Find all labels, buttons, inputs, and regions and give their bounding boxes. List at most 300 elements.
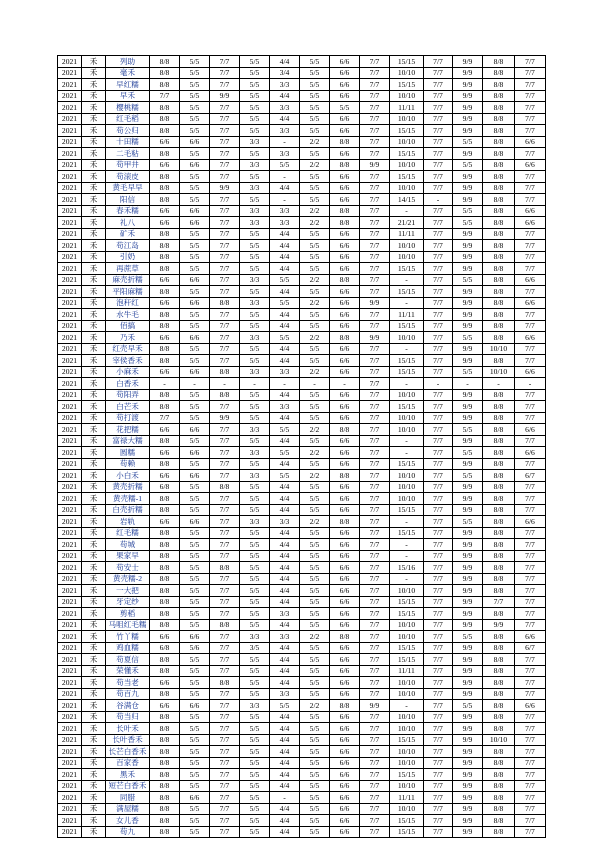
- marker-cell: 7/7: [210, 217, 240, 229]
- marker-cell: 8/8: [330, 136, 360, 148]
- marker-cell: 4/4: [270, 677, 300, 689]
- marker-cell: 5/5: [180, 711, 210, 723]
- marker-cell: 7/7: [515, 67, 546, 79]
- marker-cell: 5/5: [300, 263, 330, 275]
- variety-name-cell: 一大把: [106, 585, 150, 597]
- marker-cell: 7/7: [424, 136, 453, 148]
- marker-cell: 7/7: [360, 619, 390, 631]
- marker-cell: 7/7: [210, 608, 240, 620]
- marker-cell: 4/4: [270, 780, 300, 792]
- marker-cell: 7/7: [210, 447, 240, 459]
- marker-cell: 10/10: [390, 585, 424, 597]
- marker-cell: 4/4: [270, 596, 300, 608]
- marker-cell: 5/5: [270, 274, 300, 286]
- marker-cell: 6/6: [515, 159, 546, 171]
- table-row: [58, 79, 546, 91]
- marker-cell: 8/8: [150, 746, 180, 758]
- marker-cell: 6/6: [150, 274, 180, 286]
- marker-cell: 5/5: [180, 90, 210, 102]
- variety-name-cell: 苟公归: [106, 125, 150, 137]
- marker-cell: 7/7: [424, 550, 453, 562]
- marker-cell: 7/7: [360, 228, 390, 240]
- marker-cell: 3/3: [240, 447, 270, 459]
- variety-name-cell: 苟夏信: [106, 654, 150, 666]
- marker-cell: 8/8: [210, 389, 240, 401]
- marker-cell: 7/7: [210, 803, 240, 815]
- marker-cell: 3/3: [270, 516, 300, 528]
- marker-cell: 7/7: [360, 251, 390, 263]
- marker-cell: 7/7: [424, 826, 453, 838]
- marker-cell: 5/5: [180, 757, 210, 769]
- year-cell: 2021: [58, 355, 82, 367]
- marker-cell: 7/7: [360, 792, 390, 804]
- marker-cell: 6/6: [330, 654, 360, 666]
- marker-cell: 8/8: [483, 355, 515, 367]
- marker-cell: 5/5: [180, 677, 210, 689]
- marker-cell: 7/7: [210, 205, 240, 217]
- marker-cell: 7/7: [424, 424, 453, 436]
- year-cell: 2021: [58, 677, 82, 689]
- marker-cell: 8/8: [483, 826, 515, 838]
- marker-cell: 8/8: [330, 332, 360, 344]
- marker-cell: 6/6: [330, 769, 360, 781]
- marker-cell: 7/7: [424, 711, 453, 723]
- marker-cell: 15/15: [390, 654, 424, 666]
- marker-cell: 8/8: [150, 493, 180, 505]
- variety-name-cell: 二毛粘: [106, 148, 150, 160]
- crop-cell: 禾: [82, 274, 106, 286]
- table-row: [58, 332, 546, 344]
- marker-cell: 9/9: [453, 309, 483, 321]
- marker-cell: 6/7: [515, 642, 546, 654]
- marker-cell: 3/3: [270, 205, 300, 217]
- crop-cell: 禾: [82, 309, 106, 321]
- marker-cell: 5/5: [300, 550, 330, 562]
- marker-cell: 7/7: [210, 332, 240, 344]
- marker-cell: 6/6: [515, 217, 546, 229]
- marker-cell: 6/6: [150, 424, 180, 436]
- marker-cell: 7/7: [210, 688, 240, 700]
- table-row: [58, 182, 546, 194]
- year-cell: 2021: [58, 90, 82, 102]
- marker-cell: 7/7: [210, 435, 240, 447]
- crop-cell: 禾: [82, 677, 106, 689]
- marker-cell: 7/7: [360, 458, 390, 470]
- variety-name-cell: 苟赖: [106, 458, 150, 470]
- marker-cell: 5/5: [240, 688, 270, 700]
- marker-cell: 6/6: [150, 700, 180, 712]
- variety-name-cell: 十田糯: [106, 136, 150, 148]
- marker-cell: 7/7: [424, 366, 453, 378]
- marker-cell: 8/8: [483, 642, 515, 654]
- marker-cell: 5/5: [300, 815, 330, 827]
- crop-cell: 禾: [82, 205, 106, 217]
- marker-cell: 4/4: [270, 815, 300, 827]
- marker-cell: 5/5: [180, 320, 210, 332]
- marker-cell: 6/6: [330, 79, 360, 91]
- table-row: [58, 217, 546, 229]
- marker-cell: 7/7: [210, 228, 240, 240]
- crop-cell: 禾: [82, 378, 106, 390]
- marker-cell: 6/6: [330, 608, 360, 620]
- crop-cell: 禾: [82, 401, 106, 413]
- marker-cell: 15/15: [390, 320, 424, 332]
- marker-cell: 9/9: [453, 527, 483, 539]
- marker-cell: 7/7: [210, 309, 240, 321]
- marker-cell: 7/7: [360, 585, 390, 597]
- marker-cell: 8/8: [483, 711, 515, 723]
- marker-cell: 5/5: [240, 608, 270, 620]
- marker-cell: 7/7: [515, 539, 546, 551]
- marker-cell: 9/9: [453, 815, 483, 827]
- marker-cell: 5/5: [453, 274, 483, 286]
- marker-cell: 7/7: [515, 228, 546, 240]
- marker-cell: 7/7: [210, 136, 240, 148]
- marker-cell: 2/2: [300, 424, 330, 436]
- marker-cell: 8/8: [330, 631, 360, 643]
- marker-cell: 7/7: [424, 769, 453, 781]
- marker-cell: 9/9: [210, 90, 240, 102]
- marker-cell: 8/8: [483, 654, 515, 666]
- marker-cell: 7/7: [515, 688, 546, 700]
- variety-name-cell: 苟滚皮: [106, 171, 150, 183]
- marker-cell: 7/7: [483, 596, 515, 608]
- crop-cell: 禾: [82, 654, 106, 666]
- marker-cell: 8/8: [150, 286, 180, 298]
- marker-cell: 6/6: [180, 366, 210, 378]
- marker-cell: 5/5: [240, 251, 270, 263]
- marker-cell: 5/5: [270, 447, 300, 459]
- marker-cell: 4/4: [270, 539, 300, 551]
- variety-name-cell: 苟安士: [106, 562, 150, 574]
- marker-cell: 7/7: [515, 815, 546, 827]
- year-cell: 2021: [58, 389, 82, 401]
- marker-cell: -: [390, 447, 424, 459]
- marker-cell: 7/7: [210, 79, 240, 91]
- year-cell: 2021: [58, 792, 82, 804]
- marker-cell: 8/8: [330, 274, 360, 286]
- marker-cell: 9/9: [453, 194, 483, 206]
- marker-cell: 6/6: [330, 527, 360, 539]
- marker-cell: 15/15: [390, 79, 424, 91]
- marker-cell: 8/8: [483, 792, 515, 804]
- marker-cell: 7/7: [515, 56, 546, 68]
- variety-name-cell: 泡秆红: [106, 297, 150, 309]
- marker-cell: 7/7: [210, 263, 240, 275]
- marker-cell: 5/5: [300, 527, 330, 539]
- marker-cell: 11/11: [390, 228, 424, 240]
- marker-cell: 5/5: [300, 435, 330, 447]
- table-row: [58, 516, 546, 528]
- marker-cell: 6/6: [180, 297, 210, 309]
- crop-cell: 禾: [82, 194, 106, 206]
- variety-name-cell: 满屋糯: [106, 803, 150, 815]
- table-row: [58, 148, 546, 160]
- marker-cell: 6/8: [150, 642, 180, 654]
- year-cell: 2021: [58, 309, 82, 321]
- marker-cell: 5/5: [300, 757, 330, 769]
- marker-cell: -: [270, 171, 300, 183]
- marker-cell: 5/5: [240, 573, 270, 585]
- marker-cell: 8/8: [483, 516, 515, 528]
- crop-cell: 禾: [82, 113, 106, 125]
- marker-cell: 5/5: [180, 435, 210, 447]
- marker-cell: 5/5: [300, 688, 330, 700]
- year-cell: 2021: [58, 608, 82, 620]
- marker-cell: 9/9: [453, 711, 483, 723]
- marker-cell: 7/7: [424, 585, 453, 597]
- crop-cell: 禾: [82, 493, 106, 505]
- marker-cell: 8/8: [483, 815, 515, 827]
- marker-cell: 2/2: [300, 470, 330, 482]
- variety-name-cell: 樱桃糯: [106, 102, 150, 114]
- crop-cell: 禾: [82, 67, 106, 79]
- marker-cell: 6/7: [515, 470, 546, 482]
- marker-cell: 8/8: [330, 159, 360, 171]
- variety-name-cell: 荣懂禾: [106, 665, 150, 677]
- marker-cell: 9/9: [360, 159, 390, 171]
- marker-cell: 15/15: [390, 769, 424, 781]
- marker-cell: 6/6: [330, 550, 360, 562]
- year-cell: 2021: [58, 780, 82, 792]
- marker-cell: 5/5: [300, 723, 330, 735]
- marker-cell: 8/8: [150, 102, 180, 114]
- marker-cell: 4/4: [270, 113, 300, 125]
- crop-cell: 禾: [82, 470, 106, 482]
- marker-cell: 6/6: [180, 424, 210, 436]
- marker-cell: 7/7: [360, 493, 390, 505]
- marker-cell: 5/5: [180, 228, 210, 240]
- marker-cell: 5/5: [300, 619, 330, 631]
- marker-cell: 7/7: [360, 194, 390, 206]
- marker-cell: 5/5: [240, 619, 270, 631]
- marker-cell: 6/6: [515, 424, 546, 436]
- marker-cell: 5/5: [300, 286, 330, 298]
- year-cell: 2021: [58, 251, 82, 263]
- year-cell: 2021: [58, 424, 82, 436]
- marker-cell: 6/6: [515, 136, 546, 148]
- table-row: [58, 274, 546, 286]
- marker-cell: 8/8: [483, 723, 515, 735]
- marker-cell: 6/6: [330, 125, 360, 137]
- marker-cell: 5/5: [240, 343, 270, 355]
- crop-cell: 禾: [82, 332, 106, 344]
- crop-cell: 禾: [82, 148, 106, 160]
- marker-cell: 8/8: [150, 792, 180, 804]
- marker-cell: 5/5: [180, 769, 210, 781]
- table-row: [58, 240, 546, 252]
- marker-cell: 8/8: [483, 493, 515, 505]
- variety-name-cell: 女儿香: [106, 815, 150, 827]
- marker-cell: 7/7: [210, 67, 240, 79]
- marker-cell: 8/8: [483, 159, 515, 171]
- marker-cell: 8/8: [483, 780, 515, 792]
- marker-cell: 5/5: [270, 470, 300, 482]
- marker-cell: 6/6: [515, 297, 546, 309]
- marker-cell: 8/8: [483, 113, 515, 125]
- year-cell: 2021: [58, 527, 82, 539]
- marker-cell: 5/5: [300, 148, 330, 160]
- marker-cell: 8/8: [150, 320, 180, 332]
- year-cell: 2021: [58, 67, 82, 79]
- variety-name-cell: 苟当老: [106, 677, 150, 689]
- marker-cell: 5/5: [180, 343, 210, 355]
- marker-cell: 4/4: [270, 711, 300, 723]
- marker-cell: 7/7: [360, 67, 390, 79]
- year-cell: 2021: [58, 688, 82, 700]
- crop-cell: 禾: [82, 240, 106, 252]
- marker-cell: 10/10: [390, 746, 424, 758]
- table-row: [58, 619, 546, 631]
- marker-cell: 4/4: [270, 263, 300, 275]
- marker-cell: 8/8: [150, 182, 180, 194]
- marker-cell: 9/9: [453, 56, 483, 68]
- marker-cell: 7/7: [360, 631, 390, 643]
- table-row: [58, 378, 546, 390]
- marker-cell: 9/9: [453, 539, 483, 551]
- marker-cell: 7/7: [210, 401, 240, 413]
- crop-cell: 禾: [82, 389, 106, 401]
- marker-cell: 6/6: [330, 688, 360, 700]
- marker-cell: 7/7: [360, 527, 390, 539]
- marker-cell: 6/6: [330, 67, 360, 79]
- marker-cell: -: [330, 378, 360, 390]
- marker-cell: 9/9: [453, 435, 483, 447]
- marker-cell: 7/7: [515, 412, 546, 424]
- crop-cell: 禾: [82, 769, 106, 781]
- marker-cell: 8/8: [483, 309, 515, 321]
- marker-cell: 8/8: [330, 217, 360, 229]
- table-row: [58, 286, 546, 298]
- marker-cell: 5/5: [180, 493, 210, 505]
- marker-cell: 5/5: [300, 677, 330, 689]
- marker-cell: 7/7: [515, 826, 546, 838]
- variety-name-cell: 长叶禾: [106, 723, 150, 735]
- marker-cell: 7/7: [360, 102, 390, 114]
- marker-cell: 7/7: [515, 746, 546, 758]
- marker-cell: 6/6: [180, 217, 210, 229]
- variety-name-cell: 圆糯: [106, 447, 150, 459]
- marker-cell: 9/9: [483, 619, 515, 631]
- marker-cell: 7/7: [515, 481, 546, 493]
- table-row: [58, 711, 546, 723]
- marker-cell: 7/7: [424, 113, 453, 125]
- table-row: [58, 573, 546, 585]
- marker-cell: 7/7: [424, 171, 453, 183]
- marker-cell: 6/6: [330, 435, 360, 447]
- marker-cell: 7/7: [360, 205, 390, 217]
- marker-cell: 7/7: [360, 608, 390, 620]
- year-cell: 2021: [58, 746, 82, 758]
- year-cell: 2021: [58, 596, 82, 608]
- marker-cell: 7/7: [360, 504, 390, 516]
- crop-cell: 禾: [82, 125, 106, 137]
- marker-cell: 6/6: [330, 792, 360, 804]
- marker-cell: 6/6: [330, 148, 360, 160]
- marker-cell: 6/6: [330, 228, 360, 240]
- marker-cell: 7/7: [360, 826, 390, 838]
- marker-cell: 7/7: [210, 585, 240, 597]
- marker-cell: 7/7: [515, 757, 546, 769]
- marker-cell: 5/5: [300, 343, 330, 355]
- variety-name-cell: 矿禾: [106, 228, 150, 240]
- marker-cell: 3/3: [270, 688, 300, 700]
- marker-cell: 8/8: [150, 113, 180, 125]
- marker-cell: 7/7: [424, 67, 453, 79]
- marker-cell: 5/5: [300, 240, 330, 252]
- marker-cell: 8/8: [150, 585, 180, 597]
- marker-cell: 5/5: [270, 297, 300, 309]
- crop-cell: 禾: [82, 734, 106, 746]
- marker-cell: 5/5: [300, 355, 330, 367]
- marker-cell: 8/8: [483, 194, 515, 206]
- marker-cell: 5/5: [180, 171, 210, 183]
- marker-cell: 7/7: [360, 562, 390, 574]
- marker-cell: 9/9: [453, 125, 483, 137]
- marker-cell: 5/5: [180, 688, 210, 700]
- marker-cell: 7/7: [424, 665, 453, 677]
- marker-cell: 7/7: [360, 286, 390, 298]
- marker-cell: 7/7: [424, 228, 453, 240]
- marker-cell: 7/7: [424, 470, 453, 482]
- marker-cell: -: [390, 343, 424, 355]
- year-cell: 2021: [58, 481, 82, 493]
- marker-cell: 5/5: [180, 562, 210, 574]
- marker-cell: 7/7: [360, 780, 390, 792]
- marker-cell: 9/9: [453, 412, 483, 424]
- crop-cell: 禾: [82, 412, 106, 424]
- marker-cell: 5/5: [180, 355, 210, 367]
- marker-cell: 7/7: [515, 79, 546, 91]
- marker-cell: 8/8: [483, 332, 515, 344]
- marker-cell: 7/7: [424, 504, 453, 516]
- table-row: [58, 688, 546, 700]
- marker-cell: 5/5: [180, 240, 210, 252]
- marker-cell: 6/6: [330, 562, 360, 574]
- marker-cell: 7/7: [360, 550, 390, 562]
- marker-cell: 7/7: [360, 815, 390, 827]
- marker-cell: 5/5: [453, 700, 483, 712]
- table-row: [58, 102, 546, 114]
- marker-cell: 7/7: [360, 56, 390, 68]
- marker-cell: 8/8: [483, 136, 515, 148]
- crop-cell: 禾: [82, 217, 106, 229]
- marker-cell: 8/8: [483, 700, 515, 712]
- marker-cell: 5/5: [180, 746, 210, 758]
- year-cell: 2021: [58, 700, 82, 712]
- table-row: [58, 251, 546, 263]
- marker-cell: 7/7: [515, 803, 546, 815]
- marker-cell: 15/15: [390, 171, 424, 183]
- marker-cell: 10/10: [390, 240, 424, 252]
- table-row: [58, 435, 546, 447]
- marker-cell: 7/7: [210, 711, 240, 723]
- year-cell: 2021: [58, 56, 82, 68]
- marker-cell: 7/7: [424, 412, 453, 424]
- marker-cell: 5/5: [453, 366, 483, 378]
- variety-name-cell: 黄壳糯-2: [106, 573, 150, 585]
- year-cell: 2021: [58, 493, 82, 505]
- variety-name-cell: 马咀红毛糯: [106, 619, 150, 631]
- marker-cell: 8/8: [330, 424, 360, 436]
- marker-cell: 9/9: [453, 286, 483, 298]
- year-cell: 2021: [58, 757, 82, 769]
- marker-cell: 7/7: [210, 458, 240, 470]
- marker-cell: 7/7: [515, 665, 546, 677]
- marker-cell: 9/9: [453, 688, 483, 700]
- marker-cell: 15/15: [390, 125, 424, 137]
- marker-cell: 5/5: [180, 412, 210, 424]
